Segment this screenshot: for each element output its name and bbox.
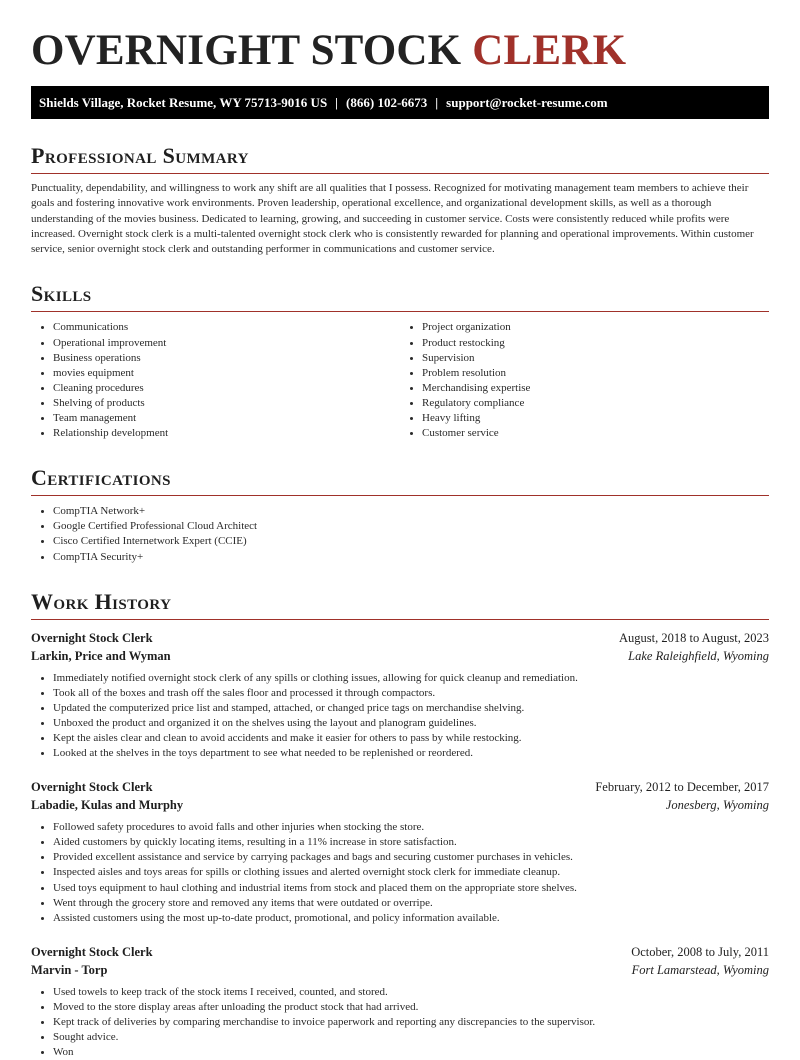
job-entry [31, 629, 769, 762]
certifications-list [31, 504, 769, 564]
skill-item: • Relationship development [53, 426, 400, 441]
job-header-row [31, 778, 769, 796]
contact-separator: | [435, 95, 439, 110]
skill-item: • Product restocking [422, 336, 769, 351]
job-bullet: • Aided customers by quickly locating items, resulting in a 11% increase in store satisfaction. [53, 835, 769, 850]
job-bullet: • Went through the grocery store and removed any items that were outdated or overripe. [53, 896, 769, 911]
contact-bar [31, 86, 769, 119]
skill-item: • Merchandising expertise [422, 381, 769, 396]
job-bullets [31, 671, 769, 762]
job-company: Labadie, Kulas and Murphy [31, 798, 184, 813]
job-bullet: • Inspected aisles and toys areas for spills or clothing issues and alerted overnight stock clerk for immediate cleanup. [53, 865, 769, 880]
skill-item: • Project organization [422, 320, 769, 335]
job-bullet: • Assisted customers using the most up-to-date product, promotional, and policy information available. [53, 911, 769, 926]
job-bullet: • Won [53, 1045, 769, 1060]
skills-list [31, 320, 769, 441]
job-entry [31, 943, 769, 1060]
job-company-row [31, 796, 769, 814]
job-dates: August, 2018 to August, 2023 [618, 630, 769, 645]
skill-item: • Cleaning procedures [53, 381, 400, 396]
job-bullets [31, 820, 769, 926]
job-bullet: • Unboxed the product and organized it on the shelves using the layout and planogram guidelines. [53, 716, 769, 731]
job-bullets [31, 985, 769, 1060]
job-dates: February, 2012 to December, 2017 [595, 780, 769, 795]
summary-heading: Professional Summary [31, 143, 769, 174]
skill-item: • Shelving of products [53, 396, 400, 411]
skill-item: • Operational improvement [53, 336, 400, 351]
skill-item: • Problem resolution [422, 366, 769, 381]
certifications-heading: Certifications [31, 465, 769, 496]
skills-column-right [400, 320, 769, 441]
candidate-name [31, 0, 769, 74]
job-company: Larkin, Price and Wyman [31, 648, 171, 663]
job-header-row [31, 629, 769, 647]
contact-address: Shields Village, Rocket Resume, WY 75713-9016 US [39, 95, 328, 110]
job-bullet: • Moved to the store display areas after unloading the product stock that had arrived. [53, 1000, 769, 1015]
job-bullet: • Kept track of deliveries by comparing merchandise to invoice paperwork and reporting any discrepancies to the supervisor. [53, 1015, 769, 1030]
skill-item: • Business operations [53, 351, 400, 366]
job-bullet: • Used toys equipment to haul clothing and industrial items from stock and placed them on the appropriate store shelves. [53, 881, 769, 896]
skill-item: • Heavy lifting [422, 411, 769, 426]
skill-item: • Regulatory compliance [422, 396, 769, 411]
job-header-row [31, 943, 769, 961]
skill-item: • Customer service [422, 426, 769, 441]
job-bullet: • Took all of the boxes and trash off the sales floor and processed it through compactors. [53, 686, 769, 701]
job-dates: October, 2008 to July, 2011 [631, 944, 769, 959]
job-bullet: • Provided excellent assistance and service by carrying packages and bags and securing customer purchases in vehicles. [53, 850, 769, 865]
certification-item: • CompTIA Security+ [53, 550, 769, 565]
contact-email[interactable]: support@rocket-resume.com [446, 95, 608, 110]
skill-item: • Team management [53, 411, 400, 426]
skill-item: • Supervision [422, 351, 769, 366]
skills-column-left [31, 320, 400, 441]
job-bullet: • Sought advice. [53, 1030, 769, 1045]
summary-text: Punctuality, dependability, and willingness to work any shift are all qualities that I possess. Recognized for motivating management team members to achieve their goals and fostering innovative work environments. Proven leadership, operational excellence, and organizational development skills, as well as a thorough understanding of the movies business. Dedicated to learning, growing, and succeeding in customer service. Costs were consistently reduced while profits were increased. Overnight stock clerk is a multi-talented overnight stock clerk who is consistently rewarded for planning and operational improvements. Within customer service, senior overnight stock clerk and outstanding performer in communications and customer service. [31, 182, 754, 256]
certification-item: • CompTIA Network+ [53, 504, 769, 519]
certification-item: • Google Certified Professional Cloud Architect [53, 519, 769, 534]
skills-heading: Skills [31, 281, 769, 312]
job-location: Fort Lamarstead, Wyoming [631, 962, 769, 977]
job-company-row [31, 961, 769, 979]
contact-separator: | [335, 95, 339, 110]
skill-item: • Communications [53, 320, 400, 335]
job-title: Overnight Stock Clerk [31, 780, 153, 795]
job-bullet: • Followed safety procedures to avoid falls and other injuries when stocking the store. [53, 820, 769, 835]
skill-item: • movies equipment [53, 366, 400, 381]
job-bullet: • Used towels to keep track of the stock items I received, counted, and stored. [53, 985, 769, 1000]
job-company: Marvin - Torp [31, 962, 108, 977]
job-bullet: • Looked at the shelves in the toys department to see what needed to be replenished or reordered. [53, 746, 769, 761]
name-main: OVERNIGHT STOCK [31, 27, 462, 74]
job-bullet: • Immediately notified overnight stock clerk of any spills or clothing issues, allowing for quick cleanup and remediation. [53, 671, 769, 686]
contact-phone: (866) 102-6673 [346, 95, 428, 110]
job-bullet: • Updated the computerized price list and stamped, attached, or changed price tags on merchandise shelving. [53, 701, 769, 716]
job-location: Lake Raleighfield, Wyoming [628, 648, 769, 663]
job-location: Jonesberg, Wyoming [665, 798, 769, 813]
job-title: Overnight Stock Clerk [31, 630, 153, 645]
job-company-row [31, 647, 769, 665]
certification-item: • Cisco Certified Internetwork Expert (CCIE) [53, 534, 769, 549]
job-title: Overnight Stock Clerk [31, 944, 153, 959]
work-history-heading: Work History [31, 589, 769, 620]
job-bullet: • Kept the aisles clear and clean to avoid accidents and make it easier for others to pass by while restocking. [53, 731, 769, 746]
job-entry [31, 778, 769, 926]
name-accent: CLERK [472, 27, 627, 74]
